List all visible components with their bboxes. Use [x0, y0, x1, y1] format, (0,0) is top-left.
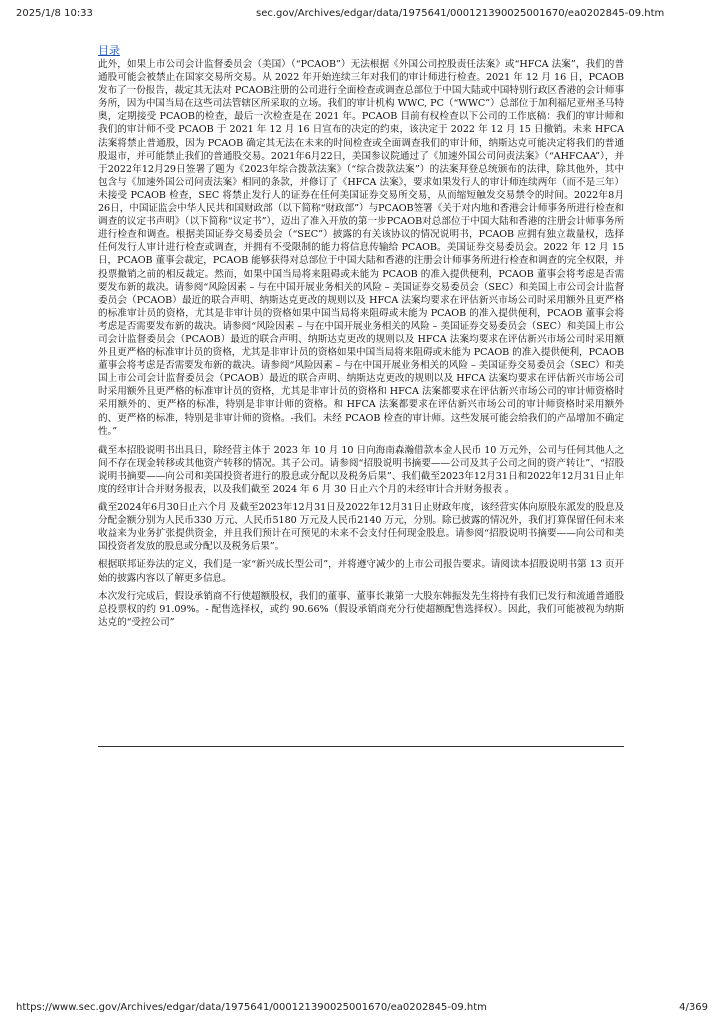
print-datetime: 2025/1/8 10:33: [16, 8, 93, 19]
paragraph-dividends: 截至2024年6月30日止六个月 及截至2023年12月31日及2022年12月31日止财政年度，该经营实体向原股东派发的股息及分配金额分别为人民币330 万元、人民币5180 万元及人民币2140 万元，分别。除已披露的情况外，我们打算保留任何未来收益来为业务扩张提供资金，并且我们预计在可预见的未来不会支付任何现金股息。请参阅“招股说明书摘要——向公司和美国投资者发放的股息或分配以及税务后果”。: [98, 502, 624, 553]
paragraph-cash-transfers: 截至本招股说明书出具日，除经营主体于 2023 年 10 月 10 日向海南森瀚借款本金人民币 10 万元外，公司与任何其他人之间不存在现金转移或其他资产转移的情况。其子公司。请参阅“招股说明书摘要——公司及其子公司之间的资产转让”、“招股说明书摘要——向公司和美国投资者进行的股息或分配以及税务后果”、我们截至2023年12月31日和2022年12月31日止年度的经审计合并财务报表，以及我们截至 2024 年 6 月 30 日止六个月的未经审计合并财务报表 。: [98, 444, 624, 495]
table-of-contents-link[interactable]: 目录: [98, 44, 120, 57]
paragraph-emerging-growth: 根据联邦证券法的定义，我们是一家“新兴成长型公司”，并将遵守减少的上市公司报告要求。请阅读本招股说明书第 13 页开始的披露内容以了解更多信息。: [98, 559, 624, 584]
section-divider: [98, 746, 624, 747]
print-footer: [16, 1002, 708, 1016]
document-body: [98, 58, 624, 634]
print-header: [16, 8, 708, 22]
print-footer-url: https://www.sec.gov/Archives/edgar/data/1975641/000121390025001670/ea0202845-09.htm: [16, 1002, 487, 1013]
paragraph-pcaob-risk: 此外，如果上市公司会计监督委员会（美国）（“PCAOB”）无法根据《外国公司控股责任法案》或“HFCA 法案”，我们的普通股可能会被禁止在国家交易所交易。从 2022 年开始连续三年对我们的审计师进行检查。2021 年 12 月 16 日，PCAOB 发布了一份报告，裁定其无法对 PCAOB注册的公司进行全面检查或调查总部位于中国大陆或中国特别行政区香港的会计师事务所，因为中国当局在这些司法管辖区所采取的立场。我们的审计机构 WWC, PC（“WWC”）总部位于加利福尼亚州圣马特奥，定期接受 PCAOB的检查，最后一次检查是在 2021 年。PCAOB 目前有权检查以下公司的工作底稿：我们的审计师和我们的审计师不受 PCAOB 于 2021 年 12 月 16 日宣布的决定的约束，该决定于 2022 年 12 月 15 日撤销。未来 HFCA 法案将禁止普通股，因为 PCAOB 确定其无法在未来的时间检查或全面调查我们的审计师，纳斯达克可能决定将我们的普通股退市，并可能禁止我们的普通股交易。2021年6月22日，美国参议院通过了《加速外国公司问责法案》（“AHFCAA”），并于2022年12月29日签署了题为《2023年综合拨款法案》（“综合拨款法案”）的法案拜登总统颁布的法律，除其他外，其中包含与《加速外国公司问责法案》相同的条款，并修订了《HFCA 法案》，要求如果发行人的审计师连续两年（而不是三年）未接受 PCAOB 检查，SEC 将禁止发行人的证券在任何美国证券交易所交易，从而缩短触发交易禁令的时间。2022年8月26日，中国证监会中华人民共和国财政部（以下简称“财政部”）与PCAOB签署《关于对内地和香港会计师事务所进行检查和调查的议定书声明》（以下简称“议定书”），迈出了准入开放的第一步PCAOB对总部位于中国大陆和香港的注册会计师事务所进行检查和调查。根据美国证券交易委员会（“SEC”）披露的有关该协议的情况说明书，PCAOB 应拥有独立裁量权，选择任何发行人审计进行检查或调查，并拥有不受限制的能力将信息传输给 PCAOB。美国证券交易委员会。2022 年 12 月 15 日，PCAOB 董事会裁定，PCAOB 能够获得对总部位于中国大陆和香港的注册会计师事务所进行检查和调查的完全权限，并投票撤销之前的相反裁定。然而，如果中国当局将来阻碍或未能为 PCAOB 的准入提供便利，PCAOB 董事会将考虑是否需要发布新的裁决。请参阅“风险因素 – 与在中国开展业务相关的风险 – 美国证券交易委员会（SEC）和美国上市公司会计监督委员会（PCAOB）最近的联合声明、纳斯达克更改的规则以及 HFCA 法案均要求在评估新兴市场公司时采用额外且更严格的标准审计员的资格，尤其是非审计员的资格如果中国当局将来阻碍或未能为 PCAOB 的准入提供便利，PCAOB 董事会将考虑是否需要发布新的裁决。请参阅“风险因素 – 与在中国开展业务相关的风险 – 美国证券交易委员会（SEC）和美国上市公司会计监督委员会（PCAOB）最近的联合声明、纳斯达克更改的规则以及 HFCA 法案均要求在评估新兴市场公司时采用额外且更严格的标准审计员的资格，尤其是非审计员的资格如果中国当局将来阻碍或未能为 PCAOB 的准入提供便利，PCAOB 董事会将考虑是否需要发布新的裁决。请参阅“风险因素 – 与在中国开展业务相关的风险 – 美国证券交易委员会（SEC）和美国上市公司会计监督委员会（PCAOB）最近的联合声明、纳斯达克更改的规则以及 HFCA 法案均要求在评估新兴市场公司时采用额外且更严格的标准审计员的资格，尤其是非审计员的资格和 HFCA 法案都要求在评估新兴市场公司的审计师资格时采用额外的、更严格的标准，特别是非审计师的资格。和 HFCA 法案都要求在评估新兴市场公司的审计师资格时采用额外的、更严格的标准，特别是非审计师的资格。-我们。未经 PCAOB 检查的审计师。这些发展可能会给我们的产品增加不确定性。”: [98, 59, 624, 437]
page-number: 4/369: [679, 1002, 708, 1013]
print-header-url: sec.gov/Archives/edgar/data/1975641/000121390025001670/ea0202845-09.htm: [256, 8, 665, 19]
paragraph-controlled-company: 本次发行完成后，假设承销商不行使超额股权，我们的董事、董事长兼第一大股东韩振发先生将持有我们已发行和流通普通股总投票权的约 91.09%。- 配售选择权，或约 90.66%（假设承销商充分行使超额配售选择权）。因此，我们可能被视为纳斯达克的“受控公司”: [98, 590, 624, 628]
